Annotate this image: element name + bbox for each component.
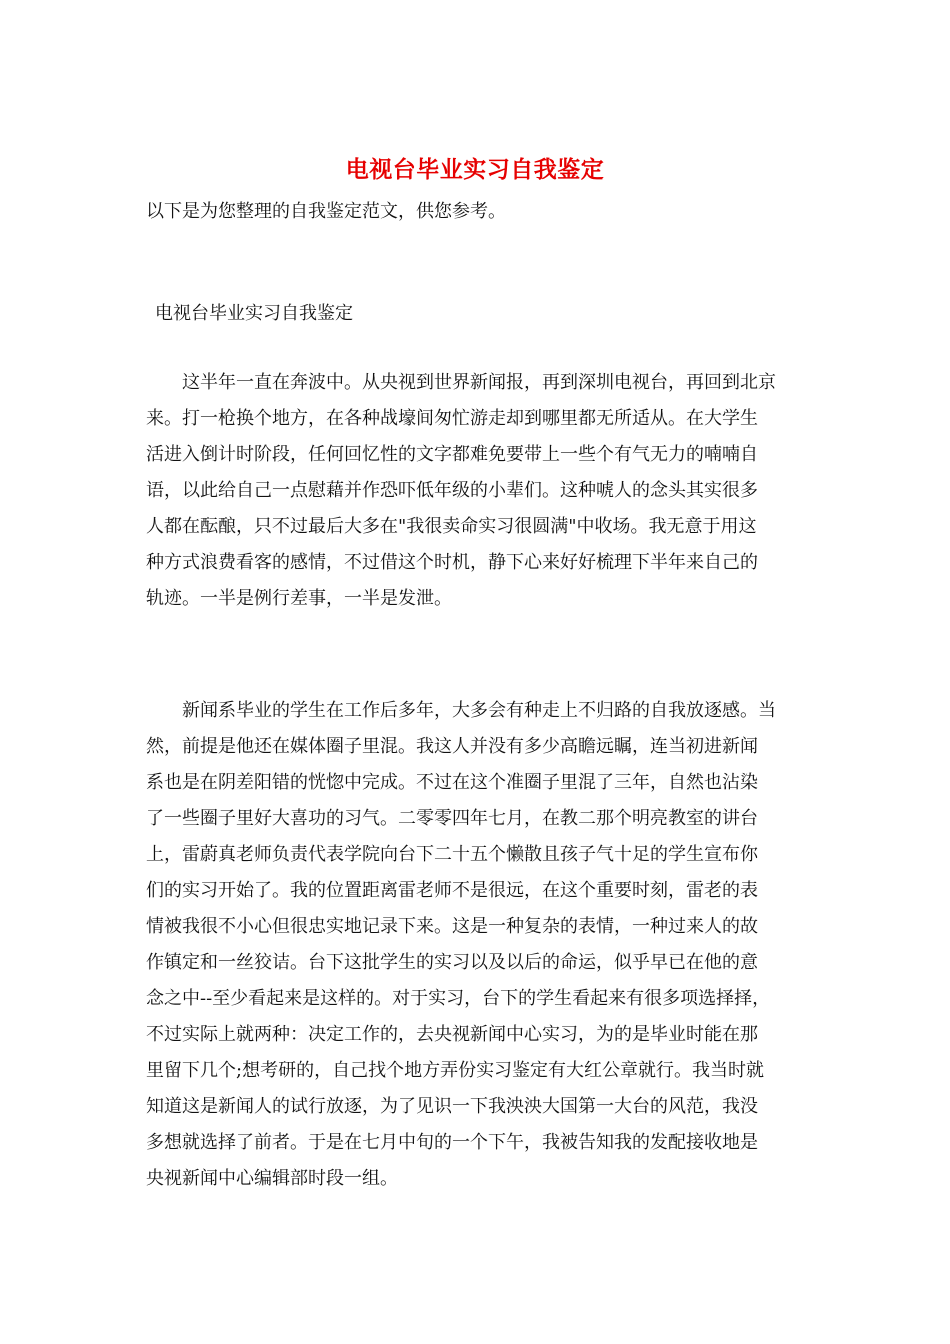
paragraph-line: 知道这是新闻人的试行放逐，为了见识一下我泱泱大国第一大台的风范，我没 (146, 1096, 758, 1117)
section-heading: 电视台毕业实习自我鉴定 (155, 303, 353, 324)
paragraph-line: 这半年一直在奔波中。从央视到世界新闻报，再到深圳电视台，再回到北京 (146, 372, 776, 393)
paragraph-line: 念之中--至少看起来是这样的。对于实习，台下的学生看起来有很多项选择择， (146, 988, 771, 1009)
paragraph-line: 了一些圈子里好大喜功的习气。二零零四年七月，在教二那个明亮教室的讲台 (146, 808, 758, 829)
paragraph-line: 不过实际上就两种：决定工作的，去央视新闻中心实习，为的是毕业时能在那 (146, 1024, 758, 1045)
paragraph-line: 然，前提是他还在媒体圈子里混。我这人并没有多少高瞻远瞩，连当初进新闻 (146, 736, 758, 757)
paragraph-line: 种方式浪费看客的感情，不过借这个时机，静下心来好好梳理下半年来自己的 (146, 552, 758, 573)
paragraph-line: 人都在酝酿，只不过最后大多在"我很卖命实习很圆满"中收场。我无意于用这 (146, 516, 757, 537)
paragraph-line: 新闻系毕业的学生在工作后多年，大多会有种走上不归路的自我放逐感。当 (146, 700, 776, 721)
paragraph-line: 央视新闻中心编辑部时段一组。 (146, 1168, 398, 1189)
paragraph-line: 多想就选择了前者。于是在七月中旬的一个下午，我被告知我的发配接收地是 (146, 1132, 758, 1153)
paragraph-1 (146, 365, 806, 617)
paragraph-line: 作镇定和一丝狡诘。台下这批学生的实习以及以后的命运，似乎早已在他的意 (146, 952, 758, 973)
paragraph-line: 来。打一枪换个地方，在各种战壕间匆忙游走却到哪里都无所适从。在大学生 (146, 408, 758, 429)
paragraph-line: 系也是在阴差阳错的恍惚中完成。不过在这个准圈子里混了三年，自然也沾染 (146, 772, 758, 793)
paragraph-line: 活进入倒计时阶段，任何回忆性的文字都难免要带上一些个有气无力的喃喃自 (146, 444, 758, 465)
paragraph-line: 们的实习开始了。我的位置距离雷老师不是很远，在这个重要时刻，雷老的表 (146, 880, 758, 901)
paragraph-line: 里留下几个;想考研的，自己找个地方弄份实习鉴定有大红公章就行。我当时就 (146, 1060, 765, 1081)
paragraph-line: 上，雷蔚真老师负责代表学院向台下二十五个懒散且孩子气十足的学生宣布你 (146, 844, 758, 865)
paragraph-line: 轨迹。一半是例行差事，一半是发泄。 (146, 588, 452, 609)
intro-text: 以下是为您整理的自我鉴定范文，供您参考。 (146, 201, 506, 222)
document-title: 电视台毕业实习自我鉴定 (345, 156, 605, 183)
paragraph-line: 语，以此给自己一点慰藉并作恐吓低年级的小辈们。这种唬人的念头其实很多 (146, 480, 758, 501)
paragraph-line: 情被我很不小心但很忠实地记录下来。这是一种复杂的表情，一种过来人的故 (146, 916, 758, 937)
paragraph-2 (146, 693, 806, 1197)
